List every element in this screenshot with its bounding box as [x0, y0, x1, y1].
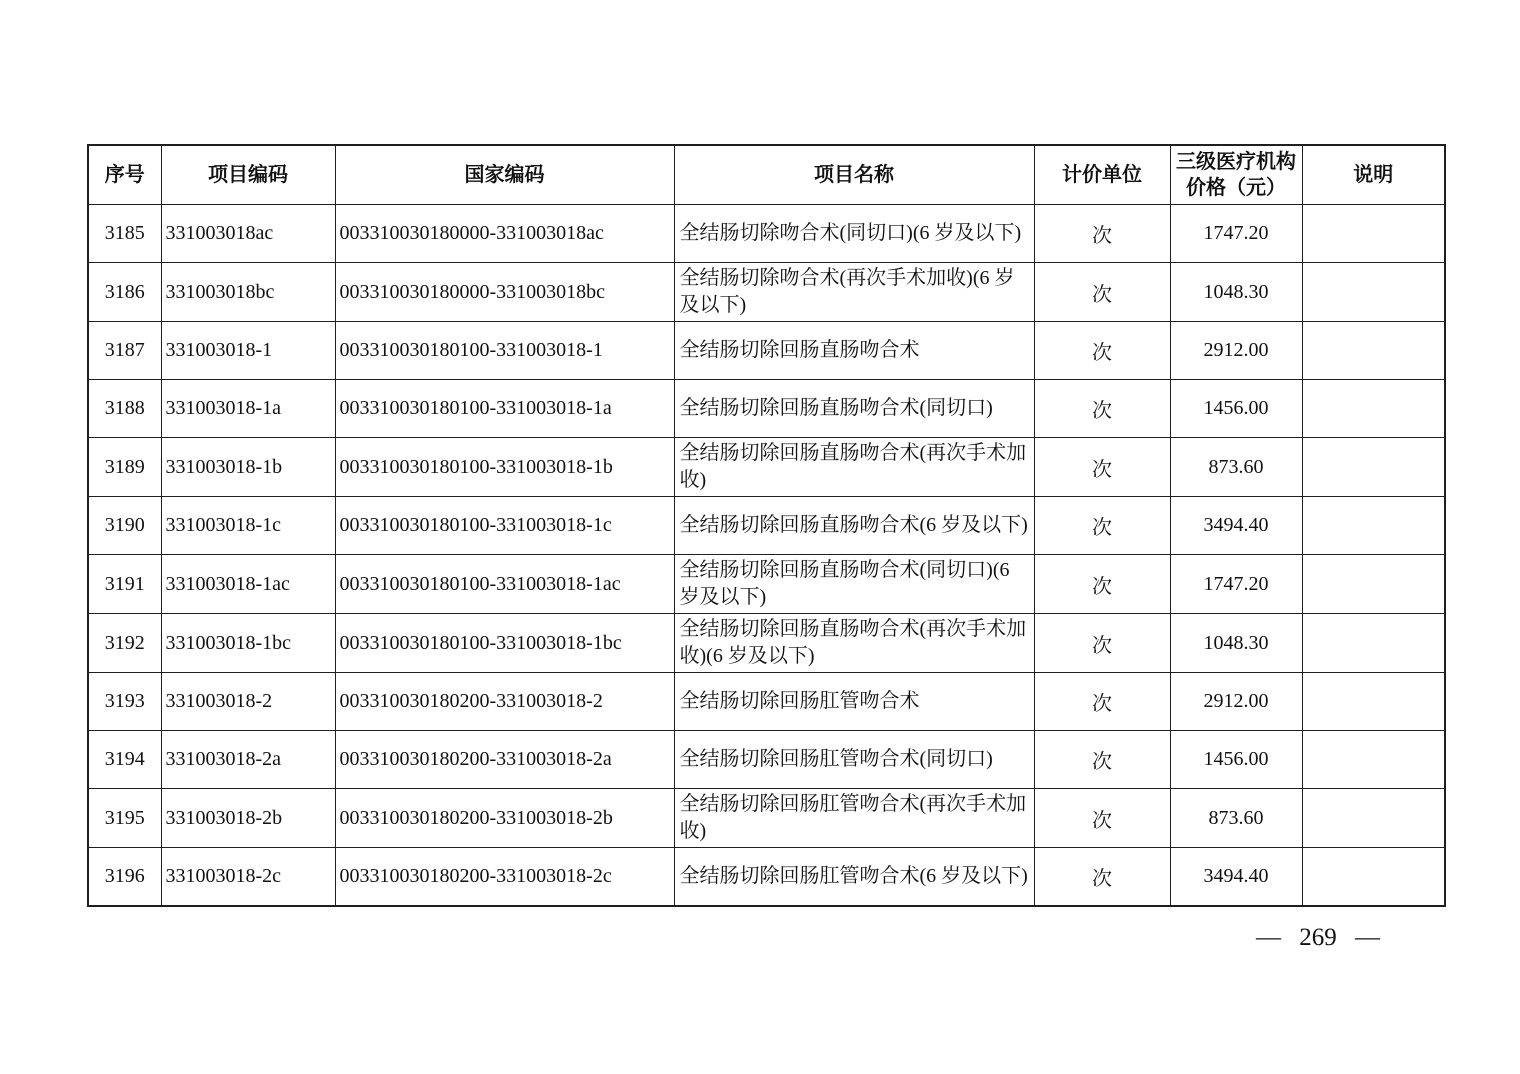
- table-row: [88, 673, 1445, 731]
- cell-unit: 次: [1034, 322, 1170, 380]
- cell-unit: 次: [1034, 555, 1170, 614]
- cell-national-code: 003310030180200-331003018-2b: [335, 789, 674, 848]
- cell-price: 2912.00: [1170, 673, 1302, 731]
- cell-price: 3494.40: [1170, 848, 1302, 907]
- cell-price: 873.60: [1170, 789, 1302, 848]
- col-header-seq: 序号: [88, 145, 161, 205]
- cell-item-name: 全结肠切除回肠直肠吻合术(再次手术加收)(6 岁及以下): [674, 614, 1034, 673]
- cell-seq: 3186: [88, 263, 161, 322]
- table-row: [88, 614, 1445, 673]
- cell-price: 2912.00: [1170, 322, 1302, 380]
- col-header-price-line1: 三级医疗机构: [1176, 151, 1296, 173]
- cell-note: [1302, 205, 1445, 263]
- cell-price: 1456.00: [1170, 380, 1302, 438]
- cell-unit: 次: [1034, 614, 1170, 673]
- cell-seq: 3185: [88, 205, 161, 263]
- col-header-item-name: 项目名称: [674, 145, 1034, 205]
- cell-item-code: 331003018-1ac: [161, 555, 335, 614]
- cell-unit: 次: [1034, 789, 1170, 848]
- cell-note: [1302, 555, 1445, 614]
- cell-price: 3494.40: [1170, 497, 1302, 555]
- cell-national-code: 003310030180100-331003018-1a: [335, 380, 674, 438]
- cell-item-code: 331003018-1a: [161, 380, 335, 438]
- cell-item-code: 331003018-1bc: [161, 614, 335, 673]
- cell-note: [1302, 789, 1445, 848]
- table-row: [88, 380, 1445, 438]
- col-header-item-code: 项目编码: [161, 145, 335, 205]
- cell-national-code: 003310030180000-331003018bc: [335, 263, 674, 322]
- cell-unit: 次: [1034, 497, 1170, 555]
- cell-item-name: 全结肠切除回肠直肠吻合术(6 岁及以下): [674, 497, 1034, 555]
- cell-national-code: 003310030180000-331003018ac: [335, 205, 674, 263]
- cell-price: 1048.30: [1170, 614, 1302, 673]
- cell-item-name: 全结肠切除回肠肛管吻合术(6 岁及以下): [674, 848, 1034, 907]
- cell-seq: 3194: [88, 731, 161, 789]
- cell-national-code: 003310030180100-331003018-1ac: [335, 555, 674, 614]
- cell-note: [1302, 731, 1445, 789]
- col-header-unit: 计价单位: [1034, 145, 1170, 205]
- cell-item-name: 全结肠切除回肠肛管吻合术(同切口): [674, 731, 1034, 789]
- cell-item-name: 全结肠切除回肠直肠吻合术: [674, 322, 1034, 380]
- col-header-price: [1170, 145, 1302, 205]
- cell-seq: 3191: [88, 555, 161, 614]
- cell-item-code: 331003018-1: [161, 322, 335, 380]
- cell-note: [1302, 673, 1445, 731]
- cell-item-name: 全结肠切除回肠直肠吻合术(同切口): [674, 380, 1034, 438]
- cell-unit: 次: [1034, 848, 1170, 907]
- table-row: [88, 438, 1445, 497]
- cell-price: 1048.30: [1170, 263, 1302, 322]
- cell-note: [1302, 614, 1445, 673]
- cell-unit: 次: [1034, 731, 1170, 789]
- cell-note: [1302, 848, 1445, 907]
- cell-seq: 3192: [88, 614, 161, 673]
- cell-national-code: 003310030180100-331003018-1c: [335, 497, 674, 555]
- medical-price-table: [87, 144, 1446, 907]
- col-header-national-code: 国家编码: [335, 145, 674, 205]
- cell-item-code: 331003018-2: [161, 673, 335, 731]
- cell-item-code: 331003018ac: [161, 205, 335, 263]
- page-number: — 269 —: [1256, 924, 1380, 951]
- cell-seq: 3189: [88, 438, 161, 497]
- cell-unit: 次: [1034, 205, 1170, 263]
- cell-national-code: 003310030180100-331003018-1b: [335, 438, 674, 497]
- cell-note: [1302, 263, 1445, 322]
- table-header-row: [88, 145, 1445, 205]
- table-row: [88, 789, 1445, 848]
- cell-item-name: 全结肠切除回肠肛管吻合术(再次手术加收): [674, 789, 1034, 848]
- cell-item-name: 全结肠切除回肠直肠吻合术(同切口)(6 岁及以下): [674, 555, 1034, 614]
- cell-note: [1302, 438, 1445, 497]
- cell-unit: 次: [1034, 263, 1170, 322]
- cell-national-code: 003310030180100-331003018-1bc: [335, 614, 674, 673]
- cell-item-name: 全结肠切除吻合术(同切口)(6 岁及以下): [674, 205, 1034, 263]
- cell-seq: 3195: [88, 789, 161, 848]
- cell-national-code: 003310030180100-331003018-1: [335, 322, 674, 380]
- table-row: [88, 205, 1445, 263]
- cell-seq: 3188: [88, 380, 161, 438]
- cell-item-name: 全结肠切除回肠肛管吻合术: [674, 673, 1034, 731]
- cell-item-name: 全结肠切除吻合术(再次手术加收)(6 岁及以下): [674, 263, 1034, 322]
- cell-note: [1302, 497, 1445, 555]
- cell-unit: 次: [1034, 438, 1170, 497]
- table-row: [88, 731, 1445, 789]
- cell-item-code: 331003018-1b: [161, 438, 335, 497]
- cell-note: [1302, 380, 1445, 438]
- cell-unit: 次: [1034, 673, 1170, 731]
- table-row: [88, 263, 1445, 322]
- cell-note: [1302, 322, 1445, 380]
- cell-unit: 次: [1034, 380, 1170, 438]
- cell-seq: 3190: [88, 497, 161, 555]
- table-row: [88, 497, 1445, 555]
- table-row: [88, 555, 1445, 614]
- cell-item-code: 331003018-2c: [161, 848, 335, 907]
- cell-national-code: 003310030180200-331003018-2c: [335, 848, 674, 907]
- cell-national-code: 003310030180200-331003018-2: [335, 673, 674, 731]
- cell-price: 1456.00: [1170, 731, 1302, 789]
- table-row: [88, 322, 1445, 380]
- cell-price: 1747.20: [1170, 555, 1302, 614]
- cell-seq: 3196: [88, 848, 161, 907]
- col-header-price-line2: 价格（元）: [1186, 177, 1286, 199]
- cell-price: 1747.20: [1170, 205, 1302, 263]
- cell-item-code: 331003018-2b: [161, 789, 335, 848]
- cell-seq: 3193: [88, 673, 161, 731]
- cell-item-code: 331003018-2a: [161, 731, 335, 789]
- cell-price: 873.60: [1170, 438, 1302, 497]
- cell-national-code: 003310030180200-331003018-2a: [335, 731, 674, 789]
- col-header-note: 说明: [1302, 145, 1445, 205]
- table-row: [88, 848, 1445, 907]
- cell-seq: 3187: [88, 322, 161, 380]
- cell-item-code: 331003018bc: [161, 263, 335, 322]
- cell-item-name: 全结肠切除回肠直肠吻合术(再次手术加收): [674, 438, 1034, 497]
- cell-item-code: 331003018-1c: [161, 497, 335, 555]
